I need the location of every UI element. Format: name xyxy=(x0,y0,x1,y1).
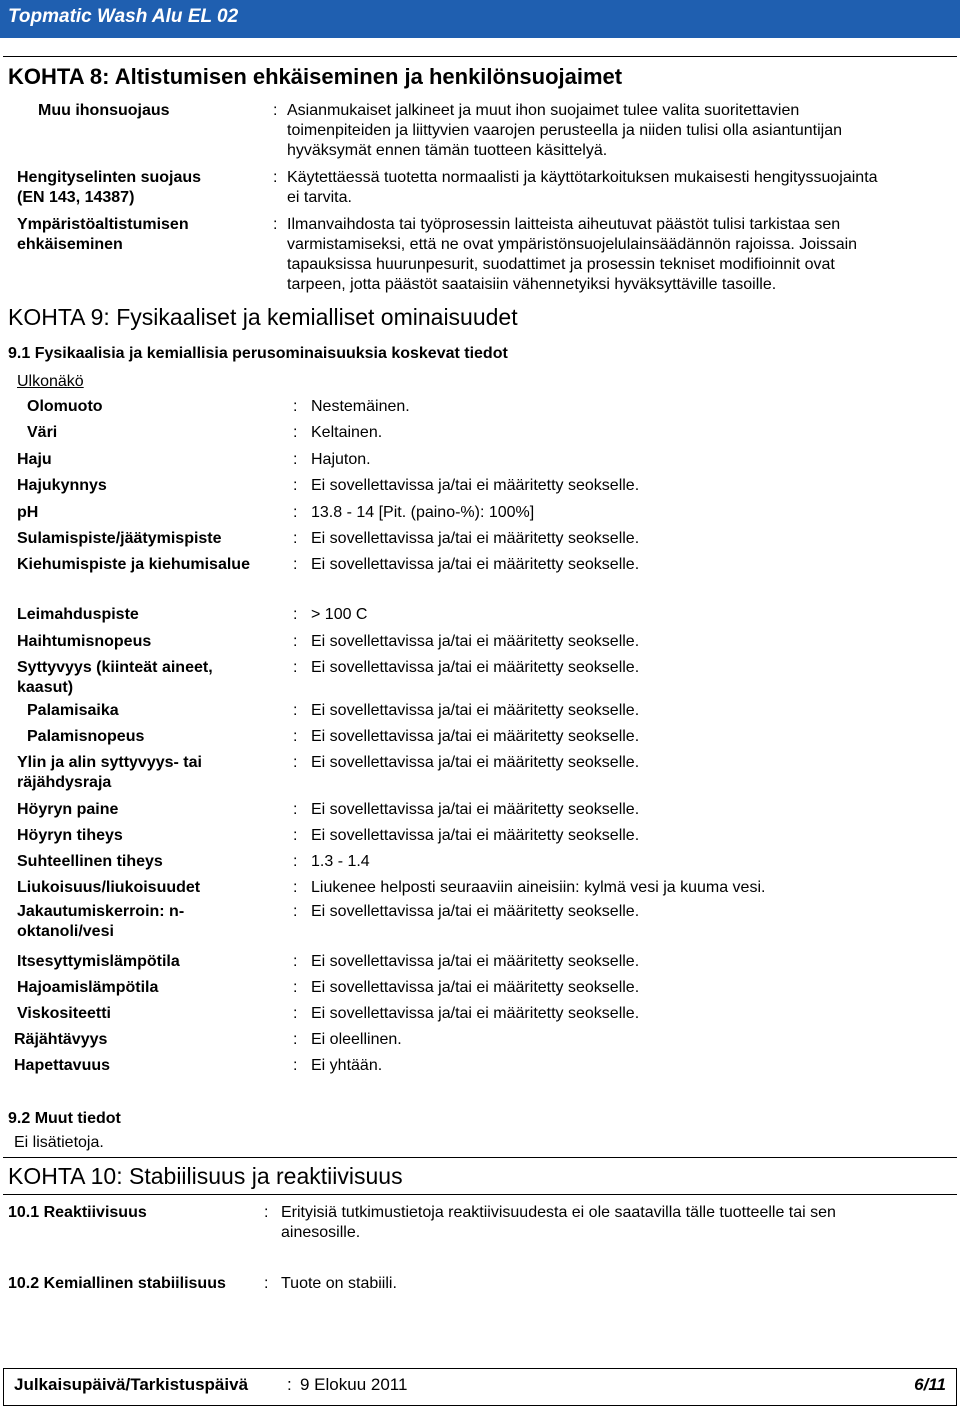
environmental-label-1: Ympäristöaltistumisen xyxy=(17,216,189,233)
property-value: Ei sovellettavissa ja/tai ei määritetty seokselle. xyxy=(311,477,640,494)
other-info: Ei lisätietoja. xyxy=(14,1134,104,1151)
property-value: 1.3 - 1.4 xyxy=(311,853,370,870)
subsection-9-2: 9.2 Muut tiedot xyxy=(8,1110,121,1127)
section9-title: KOHTA 9: Fysikaaliset ja kemialliset ominaisuudet xyxy=(8,304,518,330)
footer-date-label: Julkaisupäivä/Tarkistuspäivä xyxy=(14,1375,249,1394)
property-value: 13.8 - 14 [Pit. (paino-%): 100%] xyxy=(311,504,535,521)
section8-title: KOHTA 8: Altistumisen ehkäiseminen ja henkilönsuojaimet xyxy=(8,64,623,89)
skin-protection-line3: hyväksymät ennen tämän tuotteen käsittelyä. xyxy=(287,142,608,159)
colon: : xyxy=(293,853,298,870)
property-label: Palamisaika xyxy=(27,702,119,719)
colon: : xyxy=(293,477,298,494)
respiratory-line2: ei tarvita. xyxy=(287,189,352,206)
property-label: Hapettavuus xyxy=(14,1057,111,1074)
property-value: > 100 C xyxy=(311,606,368,623)
property-value: Ei oleellinen. xyxy=(311,1031,402,1048)
colon: : xyxy=(293,728,298,745)
reactivity-line1: Erityisiä tutkimustietoja reaktiivisuudesta ei ole saatavilla tälle tuotteelle tai sen xyxy=(281,1204,836,1221)
subsection-9-1: 9.1 Fysikaalisia ja kemiallisia perusominaisuuksia koskevat tiedot xyxy=(8,345,508,362)
property-label: Hajukynnys xyxy=(17,477,107,494)
skin-protection-line2: toimenpiteiden ja liittyvien vaarojen perusteella ja niiden tulisi olla asiantuntijan xyxy=(287,122,842,139)
colon: : xyxy=(293,801,298,818)
property-value: Ei sovellettavissa ja/tai ei määritetty seokselle. xyxy=(311,702,640,719)
property-label: Sulamispiste/jäätymispiste xyxy=(17,530,222,547)
property-label: Jakautumiskerroin: n- xyxy=(17,903,185,920)
property-value: Ei sovellettavissa ja/tai ei määritetty seokselle. xyxy=(311,979,640,996)
property-value: Ei sovellettavissa ja/tai ei määritetty seokselle. xyxy=(311,530,640,547)
colon: : xyxy=(293,659,298,676)
property-label-cont: oktanoli/vesi xyxy=(17,923,114,940)
property-label: Leimahduspiste xyxy=(17,606,139,623)
section10-top-rule xyxy=(3,1157,957,1158)
colon: : xyxy=(293,504,298,521)
respiratory-label-1: Hengityselinten suojaus xyxy=(17,169,202,186)
property-label: Kiehumispiste ja kiehumisalue xyxy=(17,556,250,573)
property-label: Viskositeetti xyxy=(17,1005,111,1022)
skin-protection-label: Muu ihonsuojaus xyxy=(38,102,170,119)
page-number: 6/11 xyxy=(914,1375,946,1394)
property-label: Haihtumisnopeus xyxy=(17,633,152,650)
colon: : xyxy=(273,216,278,233)
property-label: pH xyxy=(17,504,39,521)
property-label: Syttyvyys (kiinteät aineet, xyxy=(17,659,213,676)
property-value: Ei sovellettavissa ja/tai ei määritetty seokselle. xyxy=(311,728,640,745)
footer-date: 9 Elokuu 2011 xyxy=(300,1375,408,1394)
property-label: Räjähtävyys xyxy=(14,1031,108,1048)
respiratory-line1: Käytettäessä tuotetta normaalisti ja käyttötarkoituksen mukaisesti hengityssuojainta xyxy=(287,169,878,186)
property-label: Väri xyxy=(27,424,58,441)
colon: : xyxy=(293,606,298,623)
property-value: Ei sovellettavissa ja/tai ei määritetty seokselle. xyxy=(311,633,640,650)
environmental-line1: Ilmanvaihdosta tai työprosessin laitteista aiheutuvat päästöt tulisi tarkistaa sen xyxy=(287,216,841,233)
environmental-line3: tapauksissa huurunpesurit, suodattimet ja prosessin tekniset modifioinnit ovat xyxy=(287,256,835,273)
colon: : xyxy=(293,903,298,920)
colon: : xyxy=(293,1005,298,1022)
colon: : xyxy=(287,1375,292,1394)
property-value: Nestemäinen. xyxy=(311,398,410,415)
reactivity-label: 10.1 Reaktiivisuus xyxy=(8,1204,147,1221)
colon: : xyxy=(293,530,298,547)
property-value: Liukenee helposti seuraaviin aineisiin: kylmä vesi ja kuuma vesi. xyxy=(311,879,766,896)
colon: : xyxy=(293,979,298,996)
property-value: Ei sovellettavissa ja/tai ei määritetty seokselle. xyxy=(311,556,640,573)
colon: : xyxy=(293,424,298,441)
property-label: Palamisnopeus xyxy=(27,728,145,745)
property-label: Suhteellinen tiheys xyxy=(17,853,163,870)
colon: : xyxy=(293,451,298,468)
property-value: Ei sovellettavissa ja/tai ei määritetty seokselle. xyxy=(311,659,640,676)
colon: : xyxy=(293,633,298,650)
property-label: Ylin ja alin syttyvyys- tai xyxy=(17,754,202,771)
colon: : xyxy=(264,1275,269,1292)
colon: : xyxy=(293,827,298,844)
stability-value: Tuote on stabiili. xyxy=(281,1275,397,1292)
property-value: Keltainen. xyxy=(311,424,383,441)
property-label: Liukoisuus/liukoisuudet xyxy=(17,879,201,896)
colon: : xyxy=(293,1057,298,1074)
property-label: Höyryn tiheys xyxy=(17,827,123,844)
property-label-cont: kaasut) xyxy=(17,679,74,696)
respiratory-label-2: (EN 143, 14387) xyxy=(17,189,135,206)
stability-label: 10.2 Kemiallinen stabiilisuus xyxy=(8,1275,226,1292)
colon: : xyxy=(293,879,298,896)
environmental-line2: varmistamiseksi, että ne ovat ympäristönsuojelulainsäädännön rajoissa. Joissain xyxy=(287,236,858,253)
environmental-line4: tarpeen, jotta päästöt saataisiin vähennetyiksi hyväksyttäville tasoille. xyxy=(287,276,777,293)
property-value: Ei sovellettavissa ja/tai ei määritetty seokselle. xyxy=(311,903,640,920)
colon: : xyxy=(293,1031,298,1048)
property-label: Hajoamislämpötila xyxy=(17,979,159,996)
property-label: Olomuoto xyxy=(27,398,103,415)
colon: : xyxy=(293,398,298,415)
section8-top-rule xyxy=(3,56,957,57)
property-label-cont: räjähdysraja xyxy=(17,774,112,791)
property-value: Ei sovellettavissa ja/tai ei määritetty seokselle. xyxy=(311,827,640,844)
colon: : xyxy=(264,1204,269,1221)
appearance-heading: Ulkonäkö xyxy=(17,373,84,390)
colon: : xyxy=(293,556,298,573)
colon: : xyxy=(293,702,298,719)
property-value: Ei sovellettavissa ja/tai ei määritetty seokselle. xyxy=(311,801,640,818)
colon: : xyxy=(273,102,278,119)
property-label: Itsesyttymislämpötila xyxy=(17,953,180,970)
document-title: Topmatic Wash Alu EL 02 xyxy=(8,6,239,27)
section10-bottom-rule xyxy=(3,1194,957,1195)
section10-title: KOHTA 10: Stabiilisuus ja reaktiivisuus xyxy=(8,1163,403,1189)
colon: : xyxy=(293,953,298,970)
property-value: Ei yhtään. xyxy=(311,1057,383,1074)
property-label: Höyryn paine xyxy=(17,801,119,818)
property-label: Haju xyxy=(17,451,52,468)
colon: : xyxy=(273,169,278,186)
property-value: Ei sovellettavissa ja/tai ei määritetty seokselle. xyxy=(311,953,640,970)
property-value: Ei sovellettavissa ja/tai ei määritetty seokselle. xyxy=(311,1005,640,1022)
colon: : xyxy=(293,754,298,771)
reactivity-line2: ainesosille. xyxy=(281,1224,361,1241)
property-value: Ei sovellettavissa ja/tai ei määritetty seokselle. xyxy=(311,754,640,771)
property-value: Hajuton. xyxy=(311,451,371,468)
environmental-label-2: ehkäiseminen xyxy=(17,236,123,253)
skin-protection-line1: Asianmukaiset jalkineet ja muut ihon suojaimet tulee valita suoritettavien xyxy=(287,102,800,119)
